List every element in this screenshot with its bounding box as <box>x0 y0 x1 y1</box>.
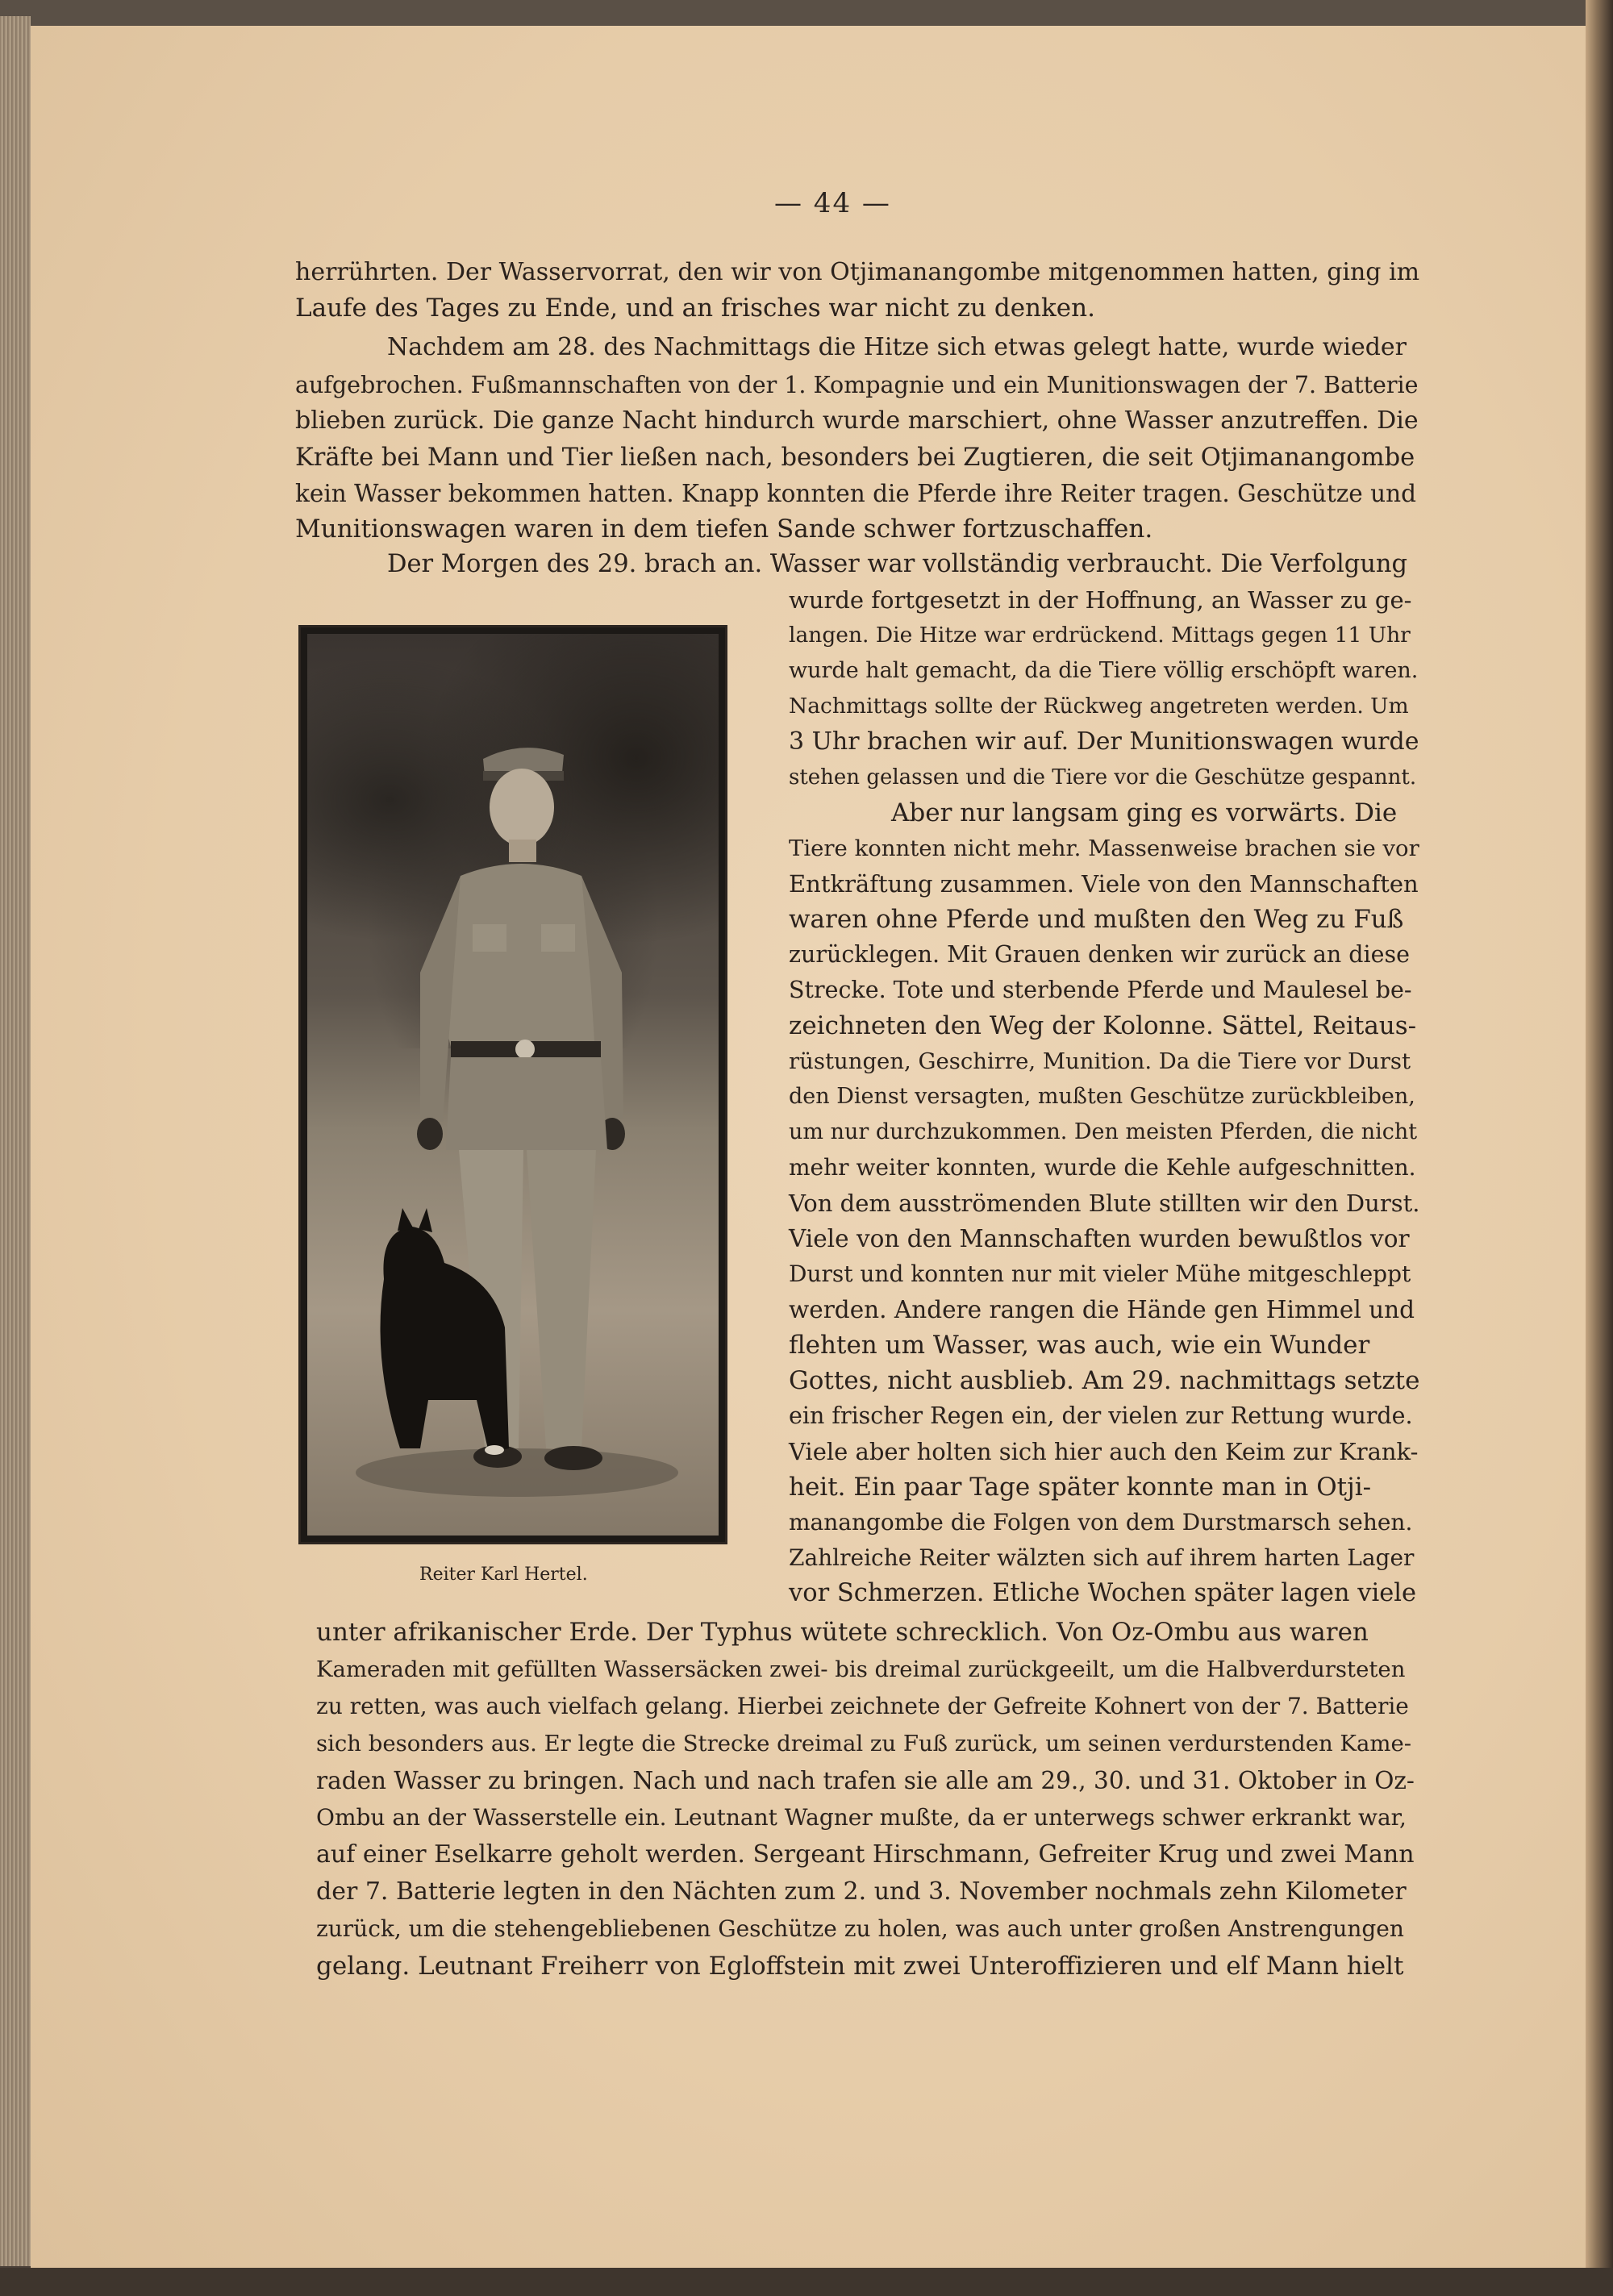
text-line: Munitionswagen waren in dem tiefen Sande schwer fortzuschaffen. <box>295 515 1153 544</box>
text-line: stehen gelassen und die Tiere vor die Geschütze gespannt. <box>789 765 1417 790</box>
text-line: zu retten, was auch vielfach gelang. Hierbei zeichnete der Gefreite Kohnert von der 7. Batterie <box>316 1693 1409 1719</box>
text-line: zurücklegen. Mit Grauen denken wir zurück an diese <box>789 941 1410 968</box>
text-line: kein Wasser bekommen hatten. Knapp konnten die Pferde ihre Reiter tragen. Geschütze und <box>295 480 1416 507</box>
text-line: manangombe die Folgen von dem Durstmarsch sehen. <box>789 1509 1413 1536</box>
text-line: mehr weiter konnten, wurde die Kehle aufgeschnitten. <box>789 1154 1416 1181</box>
text-line: Der Morgen des 29. brach an. Wasser war vollständig verbraucht. Die Verfolgung <box>387 550 1408 578</box>
text-line: Nachmittags sollte der Rückweg angetreten werden. Um <box>789 694 1409 719</box>
text-line: Zahlreiche Reiter wälzten sich auf ihrem harten Lager <box>789 1544 1415 1571</box>
text-line: flehten um Wasser, was auch, wie ein Wunder <box>789 1331 1370 1360</box>
book-binding <box>1586 0 1613 2296</box>
text-line: werden. Andere rangen die Hände gen Himmel und <box>789 1296 1415 1323</box>
text-line: ein frischer Regen ein, der vielen zur Rettung wurde. <box>789 1402 1413 1429</box>
text-line: Kameraden mit gefüllten Wassersäcken zwei- bis dreimal zurückgeeilt, um die Halbverdursteten <box>316 1656 1406 1682</box>
text-line: rüstungen, Geschirre, Munition. Da die Tiere vor Durst <box>789 1048 1411 1074</box>
text-line: zurück, um die stehengebliebenen Geschütze zu holen, was auch unter großen Anstrengungen <box>316 1915 1404 1942</box>
text-line: Gottes, nicht ausblieb. Am 29. nachmittags setzte <box>789 1366 1420 1395</box>
text-line: Viele von den Mannschaften wurden bewußtlos vor <box>789 1225 1410 1252</box>
text-line: Von dem ausströmenden Blute stillten wir den Durst. <box>789 1190 1420 1217</box>
text-line: langen. Die Hitze war erdrückend. Mittags gegen 11 Uhr <box>789 623 1411 648</box>
portrait-photo-frame <box>298 625 727 1544</box>
text-line: herrührten. Der Wasservorrat, den wir von Otjimanangombe mitgenommen hatten, ging im <box>295 258 1420 286</box>
portrait-photo <box>307 634 719 1536</box>
text-line: sich besonders aus. Er legte die Strecke dreimal zu Fuß zurück, um seinen verdurstenden Kame- <box>316 1731 1412 1756</box>
text-line: 3 Uhr brachen wir auf. Der Munitionswagen wurde <box>789 727 1419 756</box>
text-line: raden Wasser zu bringen. Nach und nach trafen sie alle am 29., 30. und 31. Oktober in Oz- <box>316 1767 1415 1794</box>
text-line: zeichneten den Weg der Kolonne. Sättel, Reitaus- <box>789 1011 1417 1040</box>
text-line: heit. Ein paar Tage später konnte man in Otji- <box>789 1473 1372 1502</box>
text-line: wurde halt gemacht, da die Tiere völlig erschöpft waren. <box>789 658 1419 683</box>
text-line: Strecke. Tote und sterbende Pferde und Maulesel be- <box>789 977 1412 1003</box>
text-line: aufgebrochen. Fußmannschaften von der 1. Kompagnie und ein Munitionswagen der 7. Batterie <box>295 372 1419 398</box>
text-line: Ombu an der Wasserstelle ein. Leutnant Wagner mußte, da er unterwegs schwer erkrankt war, <box>316 1804 1407 1831</box>
soldier-with-dog-figure <box>307 634 719 1536</box>
scan-background-bottom <box>0 2268 1613 2296</box>
text-line: gelang. Leutnant Freiherr von Egloffstein mit zwei Unteroffizieren und elf Mann hielt <box>316 1952 1404 1981</box>
text-line: wurde fortgesetzt in der Hoffnung, an Wasser zu ge- <box>789 586 1412 614</box>
text-line: Nachdem am 28. des Nachmittags die Hitze sich etwas gelegt hatte, wurde wieder <box>387 333 1407 361</box>
text-line: Tiere konnten nicht mehr. Massenweise brachen sie vor <box>789 835 1419 861</box>
text-line: Aber nur langsam ging es vorwärts. Die <box>891 798 1398 827</box>
text-line: Kräfte bei Mann und Tier ließen nach, besonders bei Zugtieren, die seit Otjimanangombe <box>295 444 1415 472</box>
text-line: unter afrikanischer Erde. Der Typhus wütete schrecklich. Von Oz-Ombu aus waren <box>316 1618 1369 1647</box>
text-line: Entkräftung zusammen. Viele von den Mannschaften <box>789 870 1419 898</box>
text-line: auf einer Eselkarre geholt werden. Sergeant Hirschmann, Gefreiter Krug und zwei Mann <box>316 1840 1415 1869</box>
text-line: waren ohne Pferde und mußten den Weg zu Fuß <box>789 905 1404 934</box>
text-line: vor Schmerzen. Etliche Wochen später lagen viele <box>789 1579 1417 1607</box>
text-line: blieben zurück. Die ganze Nacht hindurch wurde marschiert, ohne Wasser anzutreffen. Die <box>295 406 1419 435</box>
text-line: den Dienst versagten, mußten Geschütze zurückbleiben, <box>789 1084 1415 1109</box>
text-line: Viele aber holten sich hier auch den Keim zur Krank- <box>789 1438 1419 1465</box>
text-line: Durst und konnten nur mit vieler Mühe mitgeschleppt <box>789 1261 1411 1287</box>
page-stack-edge <box>0 16 31 2266</box>
page-number: — 44 — <box>774 187 891 219</box>
text-line: Laufe des Tages zu Ende, und an frisches war nicht zu denken. <box>295 294 1095 323</box>
photo-caption: Reiter Karl Hertel. <box>419 1565 588 1585</box>
text-line: um nur durchzukommen. Den meisten Pferden, die nicht <box>789 1119 1418 1144</box>
text-line: der 7. Batterie legten in den Nächten zum 2. und 3. November nochmals zehn Kilometer <box>316 1877 1407 1906</box>
